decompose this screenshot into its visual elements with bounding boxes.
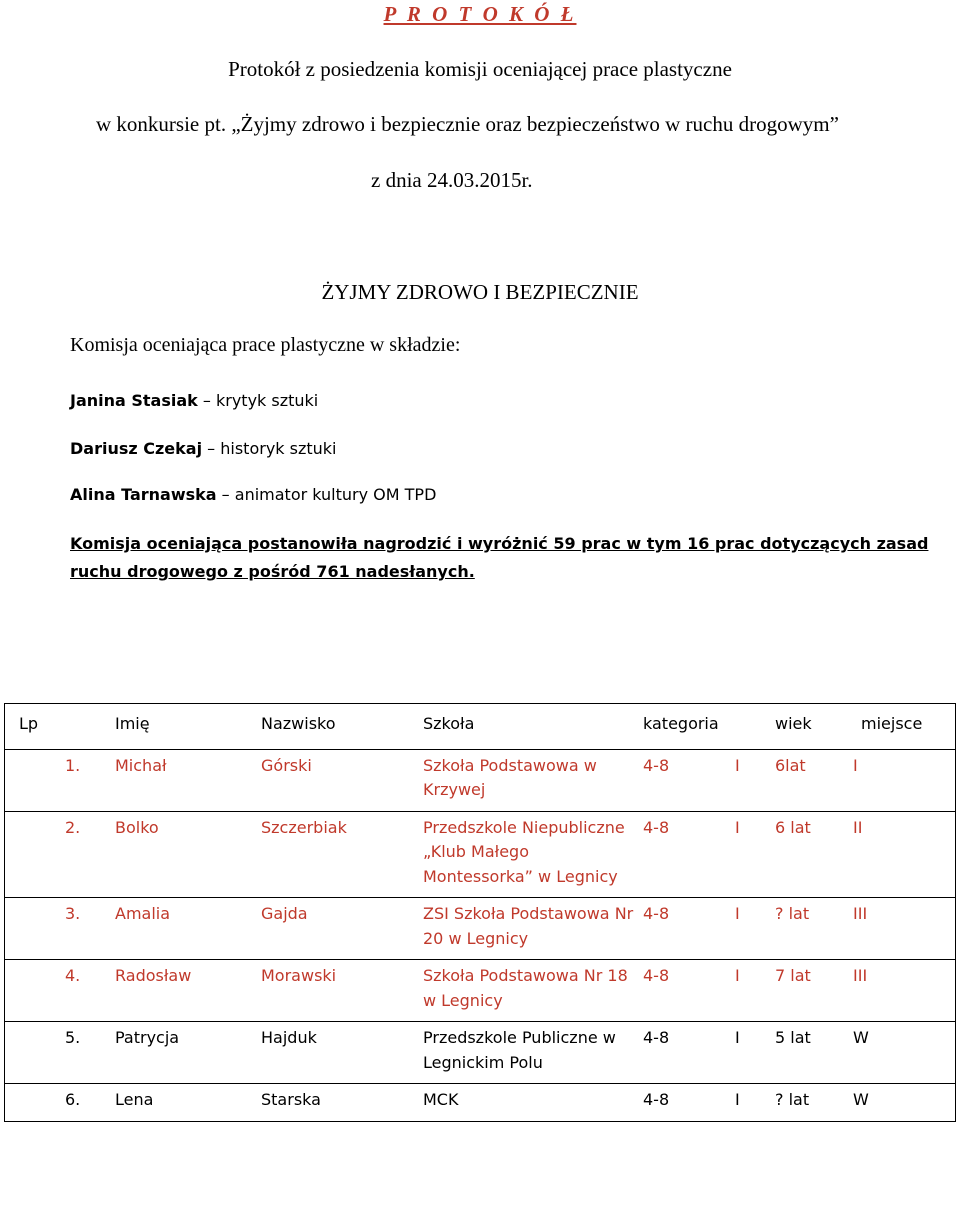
member-name: Janina Stasiak [70,391,198,410]
cell-group: I [735,904,740,923]
cell-age: 5 lat [775,1028,811,1047]
table-row [5,1022,956,1084]
committee-member [70,391,318,410]
cell-school: Przedszkole Publiczne w Legnickim Polu [423,1028,616,1072]
table-row [5,960,956,1022]
cell-category: 4-8 [643,755,670,775]
header-school: Szkoła [423,714,475,733]
committee-intro: Komisja oceniająca prace plastyczne w składzie: [70,334,461,356]
cell-school: Szkoła Podstawowa w Krzywej [423,755,597,799]
cell-age: 6 lat [775,817,811,837]
committee-member [70,439,337,458]
cell-last-name: Starska [261,1090,321,1109]
cell-group: I [735,1028,740,1047]
cell-first-name: Radosław [115,966,192,985]
cell-place: III [853,904,868,923]
member-role: – animator kultury OM TPD [221,485,437,504]
cell-place: W [853,1028,869,1047]
cell-place: II [853,817,863,837]
table-row [5,811,956,898]
cell-first-name: Amalia [115,904,171,923]
member-name: Dariusz Czekaj [70,439,203,458]
cell-lp: 5. [65,1028,81,1047]
cell-school: MCK [423,1090,459,1109]
cell-first-name: Bolko [115,817,159,837]
protocol-date: z dnia 24.03.2015r. [371,168,533,192]
cell-age: 6lat [775,755,806,775]
header-category: kategoria [643,714,719,733]
cell-group: I [735,1090,740,1109]
cell-last-name: Morawski [261,966,337,985]
cell-lp: 3. [65,904,81,923]
cell-first-name: Lena [115,1090,154,1109]
header-place: miejsce [861,714,923,733]
cell-first-name: Patrycja [115,1028,180,1047]
cell-lp: 1. [65,755,81,775]
table-header-row [5,704,956,750]
cell-lp: 6. [65,1090,81,1109]
contest-name: w konkursie pt. „Żyjmy zdrowo i bezpiecznie oraz bezpieczeństwo w ruchu drogowym” [96,112,839,136]
member-role: – krytyk sztuki [202,391,319,410]
cell-group: I [735,966,740,985]
cell-school: Przedszkole Niepubliczne „Klub Małego Montessorka” w Legnicy [423,817,625,886]
cell-school: ZSI Szkoła Podstawowa Nr 20 w Legnicy [423,904,634,948]
committee-member [70,485,436,504]
committee-decision: Komisja oceniająca postanowiła nagrodzić i wyróżnić 59 prac w tym 16 prac dotyczących zasad ruchu drogowego z pośród 761 nadesłanych. [70,534,929,581]
cell-category: 4-8 [643,904,670,923]
section-heading: ŻYJMY ZDROWO I BEZPIECZNIE [321,280,639,304]
cell-category: 4-8 [643,1090,670,1109]
cell-last-name: Gajda [261,904,308,923]
cell-lp: 4. [65,966,81,985]
cell-category: 4-8 [643,817,670,837]
cell-category: 4-8 [643,1028,670,1047]
results-table [4,703,956,1122]
cell-place: I [853,755,858,775]
cell-category: 4-8 [643,966,670,985]
member-role: – historyk sztuki [207,439,337,458]
cell-last-name: Szczerbiak [261,817,347,837]
member-name: Alina Tarnawska [70,485,217,504]
cell-group: I [735,755,740,775]
header-age: wiek [775,714,812,733]
cell-last-name: Górski [261,755,312,775]
cell-first-name: Michał [115,755,167,775]
cell-age: ? lat [775,1090,810,1109]
header-lp: Lp [19,714,39,733]
cell-last-name: Hajduk [261,1028,317,1047]
document-title: P R O T O K Ó Ł [383,2,577,26]
cell-school: Szkoła Podstawowa Nr 18 w Legnicy [423,966,628,1010]
table-row [5,1084,956,1122]
cell-place: III [853,966,868,985]
cell-group: I [735,817,740,837]
cell-age: ? lat [775,904,810,923]
protocol-subtitle: Protokół z posiedzenia komisji oceniającej prace plastyczne [228,57,732,81]
cell-age: 7 lat [775,966,811,985]
header-first-name: Imię [115,714,150,733]
cell-place: W [853,1090,869,1109]
table-row [5,898,956,960]
header-last-name: Nazwisko [261,714,336,733]
cell-lp: 2. [65,817,81,837]
table-row [5,749,956,811]
